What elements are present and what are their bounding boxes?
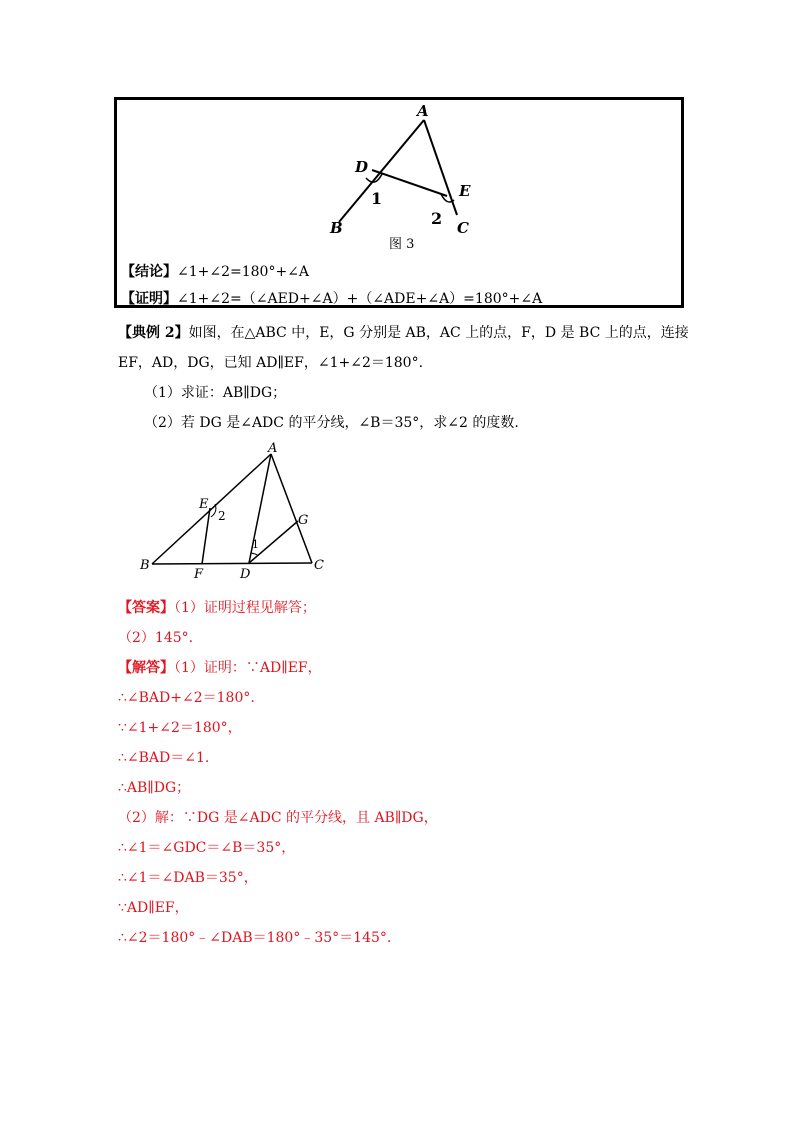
- segment-ac: [271, 454, 312, 563]
- label-d: D: [240, 567, 251, 582]
- answer-text-1: （1）证明过程见解答；: [174, 600, 316, 616]
- answer-tag: 【答案】: [118, 600, 174, 616]
- example-tag: 【典例 2】: [118, 325, 189, 341]
- figure-3-box: [114, 97, 684, 308]
- proof-text: ∠1+∠2=（∠AED+∠A）+（∠ADE+∠A）=180°+∠A: [177, 291, 543, 307]
- label-e: E: [459, 182, 471, 200]
- solution-text-4: ∴∠BAD＝∠1.: [118, 750, 210, 766]
- answer-line-1: [118, 599, 316, 617]
- proof-tag: 【证明】: [121, 291, 177, 307]
- segment-de: [372, 170, 447, 196]
- solution-text-3: ∵∠1+∠2＝180°，: [118, 720, 242, 736]
- conclusion-text: ∠1+∠2=180°+∠A: [177, 264, 310, 280]
- example-line-1: [118, 324, 689, 342]
- solution-text-1: （1）证明：∵AD∥EF，: [174, 660, 322, 676]
- answer-text-2: （2）145°.: [118, 630, 194, 646]
- label-a: A: [268, 441, 278, 456]
- triangle-diagram: [132, 440, 352, 590]
- solution-text-6: （2）解：∵DG 是∠ADC 的平分线，且 AB∥DG，: [118, 810, 438, 826]
- label-e: E: [199, 497, 209, 512]
- solution-text-2: ∴∠BAD+∠2＝180°.: [118, 690, 255, 706]
- label-b: B: [330, 219, 343, 237]
- label-angle-2: 2: [218, 509, 226, 523]
- label-d: D: [355, 158, 369, 176]
- example-text-2: EF，AD，DG，已知 AD∥EF，∠1+∠2＝180°.: [118, 355, 424, 371]
- label-b: B: [140, 558, 150, 573]
- solution-text-7: ∴∠1＝∠GDC＝∠B＝35°，: [118, 840, 296, 856]
- solution-text-9: ∵AD∥EF，: [118, 900, 189, 916]
- conclusion-tag: 【结论】: [121, 264, 177, 280]
- label-f: F: [194, 567, 204, 582]
- solution-text-8: ∴∠1＝∠DAB＝35°，: [118, 870, 258, 886]
- angle-2-arc: [211, 504, 216, 517]
- example-text-1: 如图，在△ABC 中，E，G 分别是 AB，AC 上的点，F，D 是 BC 上的点，连接: [188, 325, 689, 341]
- segment-bc: [152, 563, 312, 564]
- label-a: A: [417, 102, 429, 120]
- label-angle-1: 1: [252, 538, 259, 551]
- figure-caption: 图 3: [389, 237, 415, 252]
- label-c: C: [457, 219, 469, 237]
- solution-text-10: ∴∠2＝180°﹣∠DAB＝180°﹣35°＝145°.: [118, 930, 392, 946]
- label-g: G: [298, 513, 309, 528]
- label-angle-2: 2: [431, 209, 443, 228]
- question-1: （1）求证：AB∥DG；: [144, 385, 287, 401]
- proof-line: [121, 290, 542, 308]
- question-2: （2）若 DG 是∠ADC 的平分线，∠B＝35°，求∠2 的度数.: [144, 415, 519, 431]
- label-c: C: [314, 558, 324, 573]
- label-angle-1: 1: [371, 189, 383, 208]
- solution-tag: 【解答】: [118, 660, 174, 676]
- solution-line-1: [118, 659, 322, 677]
- solution-text-5: ∴AB∥DG；: [118, 780, 191, 796]
- conclusion-line: [121, 263, 309, 281]
